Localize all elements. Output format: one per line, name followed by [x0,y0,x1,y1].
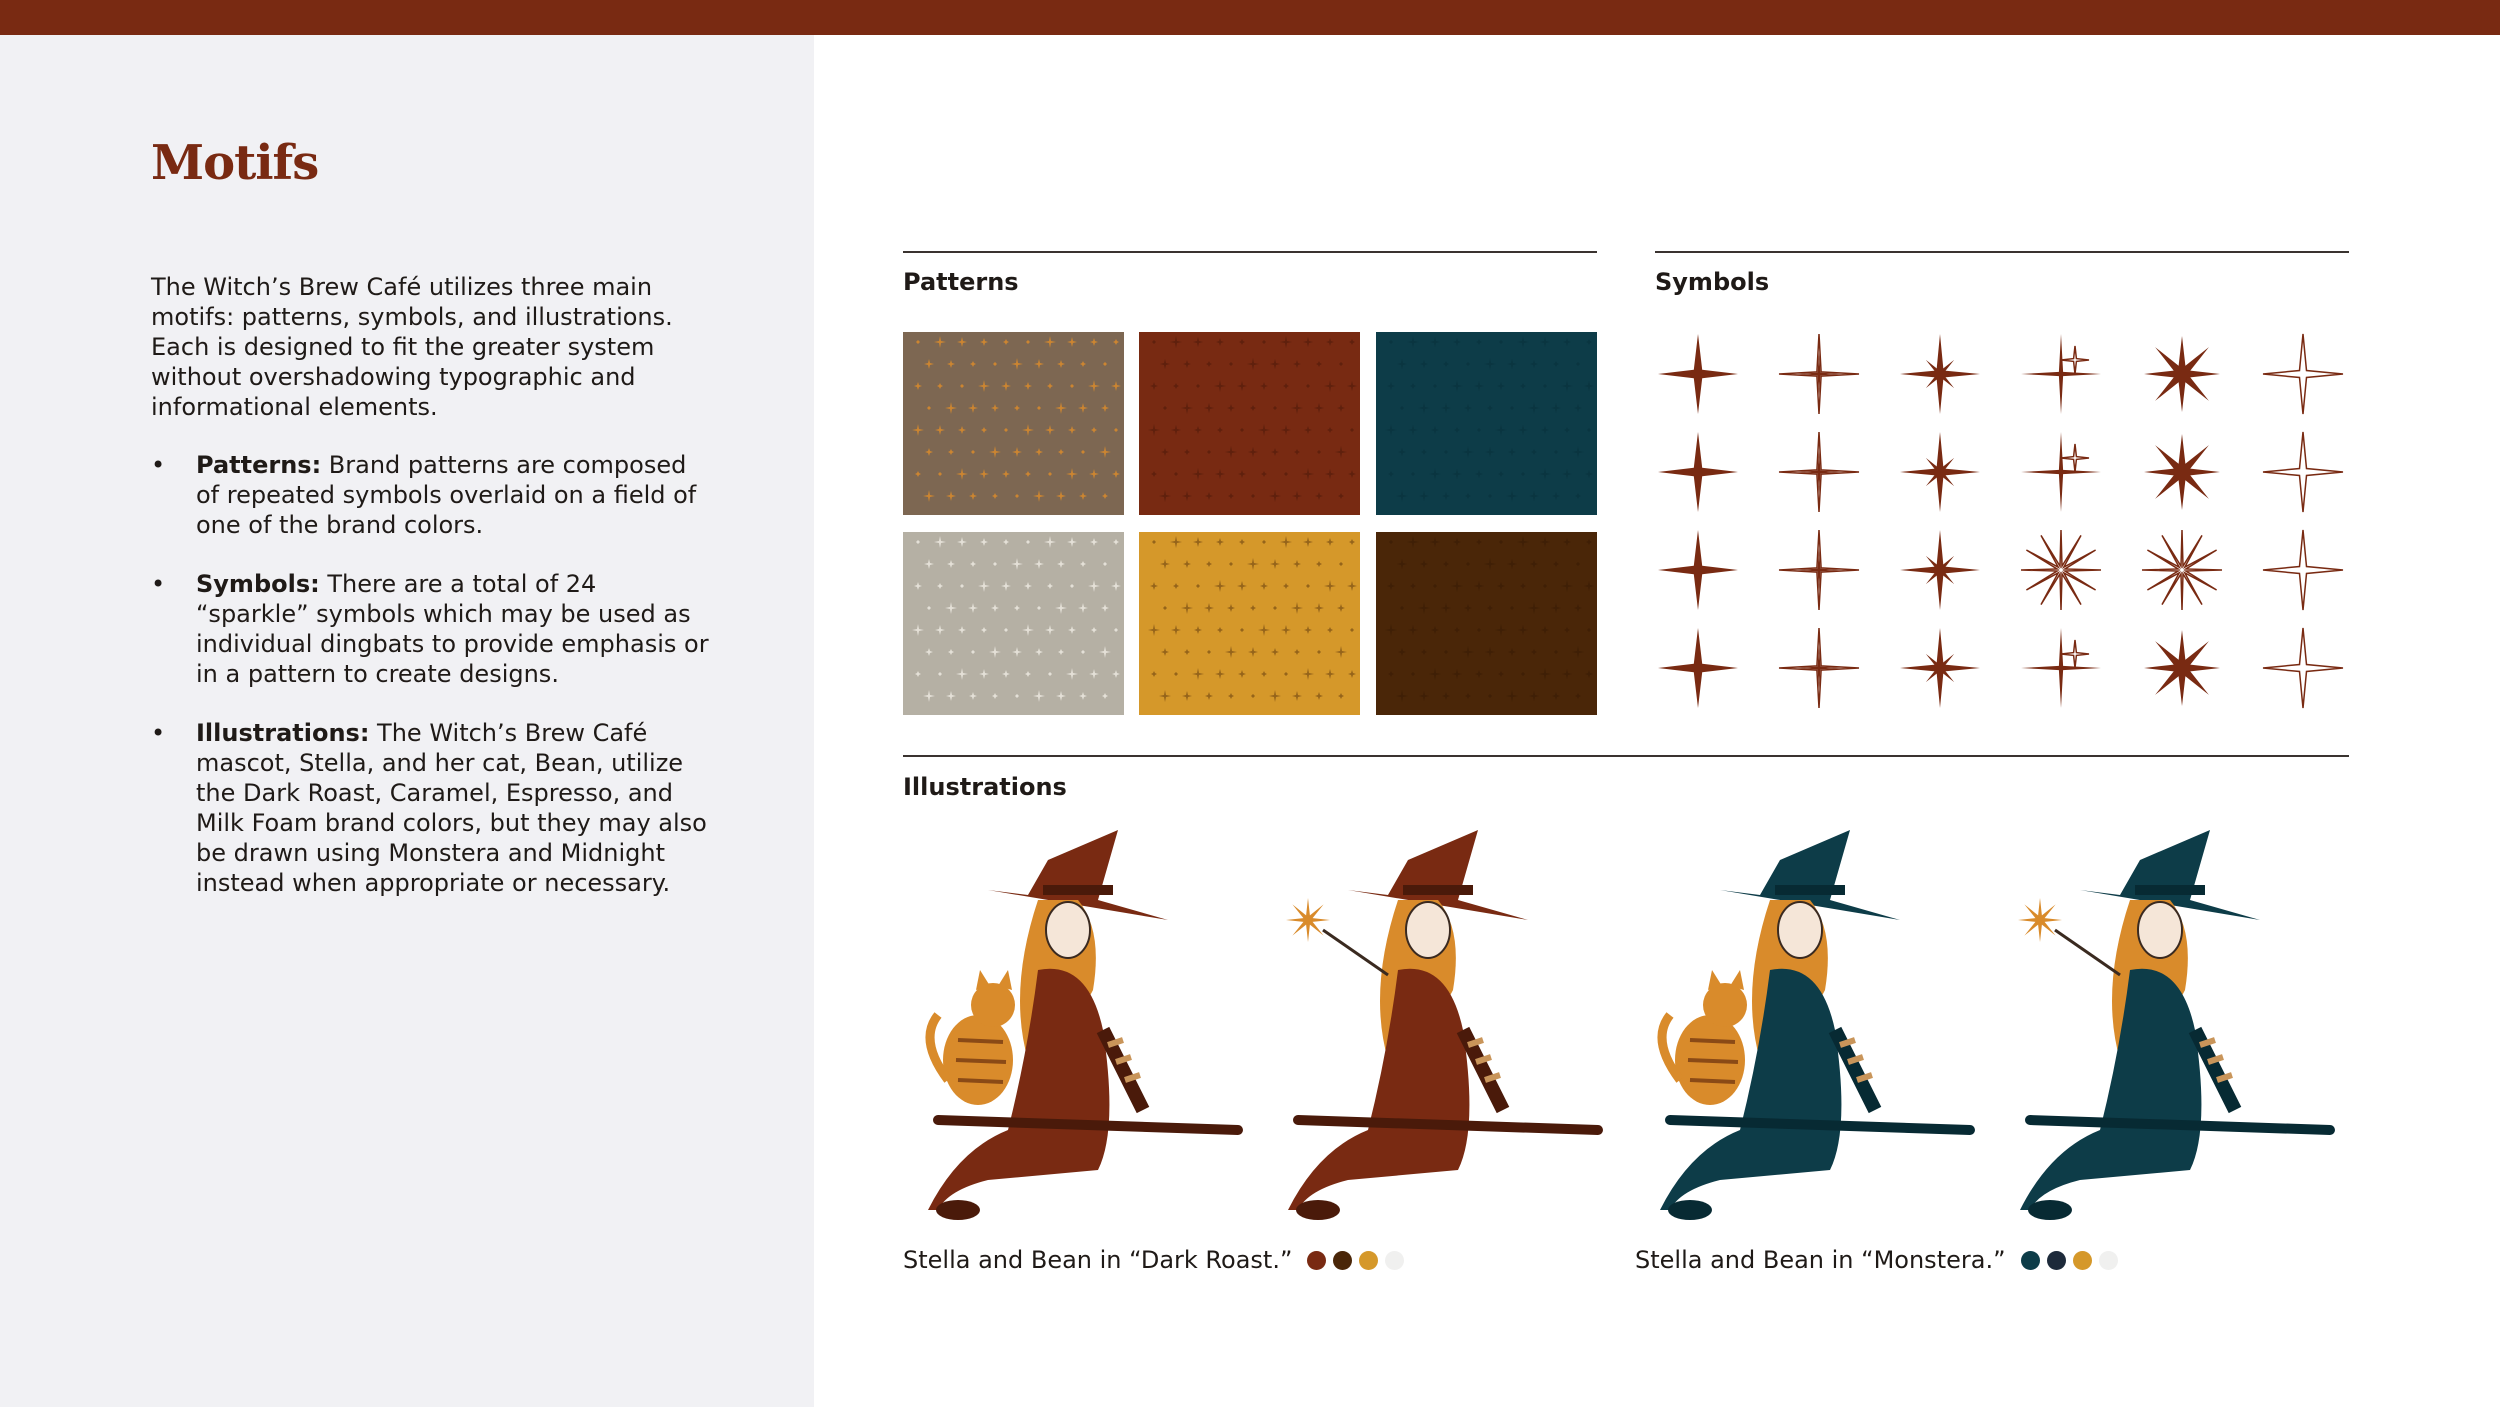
color-swatch-dot [1385,1251,1404,1270]
sparkle-4-curved-icon [1892,620,1988,716]
illustration-caption [1635,1246,2118,1274]
illustration-caption [903,1246,1404,1274]
sparkle-burst-icon [1771,620,1867,716]
pattern-milk-foam [903,532,1124,715]
illustrations-divider [903,755,2349,757]
list-item-symbols [151,569,711,689]
bullet-text: Brand patterns are composed of repeated symbols overlaid on a field of one of the brand colors. [196,451,697,539]
sparkle-burst-outline-icon [2255,522,2351,618]
sparkle-4-fat-icon [2134,522,2230,618]
sparkle-4-bold-icon [2255,620,2351,716]
sparkle-4-outline-icon [1650,620,1746,716]
pattern-mocha [903,332,1124,515]
bullet-glyph: • [151,451,166,479]
stella-bean-dark-roast-illustration [918,830,1618,1254]
sparkle-4-icon [1650,326,1746,422]
color-swatch-dot [1359,1251,1378,1270]
bullet-label: Illustrations: [196,719,370,747]
bullet-text: There are a total of 24 “sparkle” symbols which may be used as individual dingbats to provide emphasis or in a pattern to create designs. [196,570,709,688]
bullet-label: Patterns: [196,451,322,479]
pattern-caramel [1139,532,1360,715]
sparkle-8-bold-icon [1892,522,1988,618]
sparkle-burst-icon [2134,424,2230,520]
color-swatch-dot [2099,1251,2118,1270]
pattern-monstera [1376,332,1597,515]
motif-bullet-list [151,450,711,927]
page-title: Motifs [151,135,319,191]
color-swatch-dot [2021,1251,2040,1270]
symbols-heading: Symbols [1655,268,1770,296]
sparkle-cross-dot-icon [2013,620,2109,716]
patterns-heading: Patterns [903,268,1019,296]
list-item-illustrations [151,718,711,898]
sparkle-8-bold-icon [2134,326,2230,422]
list-item-patterns [151,450,711,540]
caption-text: Stella and Bean in “Monstera.” [1635,1246,2006,1274]
symbols-divider [1655,251,2349,253]
top-accent-bar [0,0,2500,35]
bullet-label: Symbols: [196,570,320,598]
sparkle-4-dotted-icon [2255,424,2351,520]
color-swatch-dot [2073,1251,2092,1270]
color-swatch-dot [1307,1251,1326,1270]
sparkle-cross-thin-icon [1771,522,1867,618]
sparkle-burst-thin-icon [2013,522,2109,618]
patterns-divider [903,251,1597,253]
sparkle-4-thin-icon [2255,326,2351,422]
pattern-dark-roast [1139,332,1360,515]
intro-paragraph: The Witch’s Brew Café utilizes three main motifs: patterns, symbols, and illustrations. Each is designed to fit the greater system without overshadowing typographic and informational elements. [151,273,673,421]
illustrations-heading: Illustrations [903,773,1067,801]
sparkle-4-bold-icon [1650,522,1746,618]
pattern-espresso [1376,532,1597,715]
sparkle-8-icon [2013,424,2109,520]
sparkle-cluster-icon [1771,424,1867,520]
sparkle-cross-dot-icon [1650,424,1746,520]
sparkle-4-outline-icon [1892,424,1988,520]
caption-text: Stella and Bean in “Dark Roast.” [903,1246,1293,1274]
sparkle-petal-icon [2134,620,2230,716]
sparkle-8-thin-icon [1771,326,1867,422]
color-swatch-dot [2047,1251,2066,1270]
stella-bean-monstera-illustration [1650,830,2350,1254]
color-swatch-dot [1333,1251,1352,1270]
bullet-glyph: • [151,570,166,598]
sparkle-8-icon [1892,326,1988,422]
bullet-glyph: • [151,719,166,747]
sparkle-cross-icon [2013,326,2109,422]
bullet-text: The Witch’s Brew Café mascot, Stella, and her cat, Bean, utilize the Dark Roast, Caramel, Espresso, and Milk Foam brand colors, but they may also be drawn using Monstera and Midnight instead when appropriate or necessary. [196,719,707,897]
